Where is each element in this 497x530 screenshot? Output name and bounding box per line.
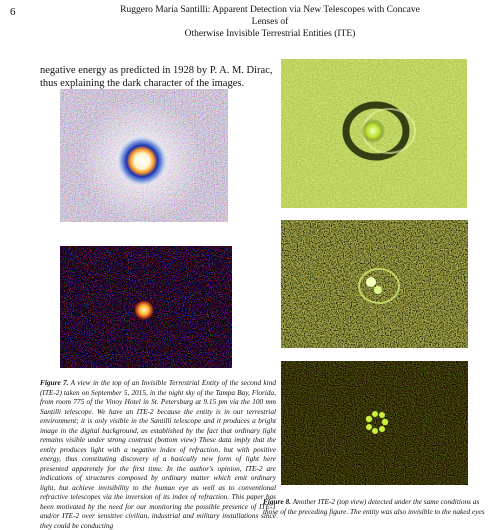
figure8-middle-image bbox=[281, 220, 468, 348]
figure7-caption bbox=[40, 378, 276, 530]
figure7-caption-text: A view in the top of an Invisible Terrestrial Entity of the second kind (ITE-2) taken on September 5, 2015, in the night sky of the Tampa Bay, Florida, from room 775 of the Vinoy Hotel in St. Petersburg at 9.15 pm via the 100 mm Santilli telescope. We have an ITE-2 because the entity is in our terrestrial environment; it is only visible in the Santilli telescope and it produces a bright image in the digital background, as established by the fact that ordinary light remains visible under strong contrast (bottom view) These data imply that the entity produces light with a negative index of refraction, but with positive energy, thus constituting discovery of a basically new form of light here presented apparently for the first time. In the author's opinion, ITE-2 are indications of structures composed by ordinary matter which emit ordinary light, but achieve invisibility to the human eye as well as to conventional refractive telescopes via the inversion of its index of refraction. This paper has been motivated by the need for our monitoring the possible presence of ITE-1 and/or ITE-2 over sensitive civilian, industrial and military installations since they could be conducting bbox=[40, 378, 276, 530]
figure8-caption-text: Another ITE-2 (top view) detected under the same conditions as those of the preceding figure. The entity was also invisible to the naked eyes bbox=[263, 497, 485, 516]
figure8-caption bbox=[263, 497, 488, 516]
figure8-bottom-image bbox=[281, 361, 468, 485]
page-number: 6 bbox=[10, 6, 16, 18]
running-head-line-1: Ruggero Maria Santilli: Apparent Detection via New Telescopes with Concave Lenses of bbox=[120, 5, 420, 27]
figure7-bottom-image bbox=[60, 246, 232, 368]
figure7-top-image bbox=[60, 89, 228, 222]
figure8-label: Figure 8. bbox=[263, 497, 291, 506]
intro-paragraph: negative energy as predicted in 1928 by P. A. M. Dirac, thus explaining the dark character of the images. bbox=[40, 65, 273, 89]
figure8-top-image bbox=[281, 59, 467, 208]
running-head bbox=[110, 4, 430, 40]
running-head-line-2: Otherwise Invisible Terrestrial Entities (ITE) bbox=[184, 29, 356, 39]
figure7-label: Figure 7. bbox=[40, 378, 69, 387]
